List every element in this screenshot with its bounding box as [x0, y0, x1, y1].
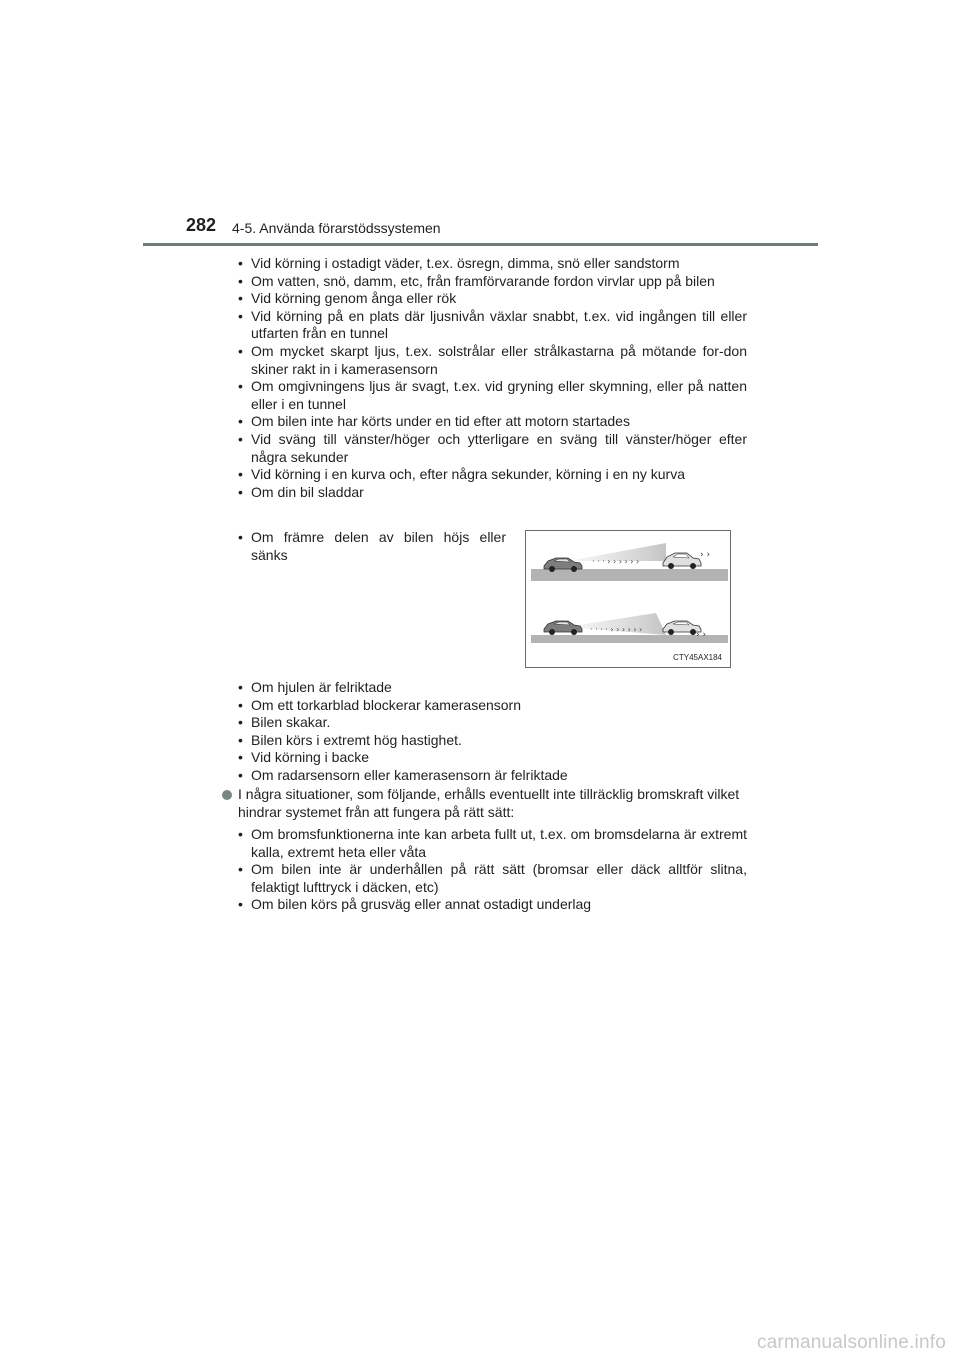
bullet-list-more-conditions [238, 679, 747, 785]
list-item: • Om ett torkarblad blockerar kamerasensorn [238, 696, 521, 713]
figure-code: CTY45AX184 [673, 653, 722, 662]
list-item: • Om hjulen är felriktade [238, 679, 392, 695]
bullet-list-beside-figure [238, 529, 506, 564]
list-item: • Om främre delen av bilen höjs eller sänks [238, 529, 506, 563]
arrow-trail: · · · · › › › › › › [590, 625, 643, 634]
svg-text:› ›: › › [700, 550, 711, 560]
list-item: • Om mycket skarpt ljus, t.ex. solstrålar eller strålkastarna på mötande for-don skiner rakt in i kamerasensorn [238, 342, 747, 377]
list-item: • Om bilen inte är underhållen på rätt sätt (bromsar eller däck alltför slitna, felaktigt lufttryck i däcken, etc) [238, 861, 747, 895]
section-title: 4-5. Använda förarstödssystemen [232, 220, 441, 236]
list-item: • Om bromsfunktionerna inte kan arbeta fullt ut, t.ex. om bromsdelarna är extremt kalla, extremt heta eller våta [238, 826, 747, 860]
list-item: • Vid sväng till vänster/höger och ytterligare en sväng till vänster/höger efter några sekunder [238, 430, 747, 465]
list-item: • Bilen skakar. [238, 714, 331, 731]
car-icon [663, 553, 701, 569]
illustration-cars-pitch [525, 530, 731, 668]
list-item: • Om bilen inte har körts under en tid efter att motorn startades [238, 413, 630, 430]
list-item: • Vid körning på en plats där ljusnivån växlar snabbt, t.ex. vid ingången till eller utfarten från en tunnel [238, 307, 747, 342]
list-item: • Om omgivningens ljus är svagt, t.ex. vid gryning eller skymning, eller på natten eller i en tunnel [238, 378, 747, 412]
list-item: • Bilen körs i extremt hög hastighet. [238, 731, 462, 748]
list-item: • Om radarsensorn eller kamerasensorn är felriktade [238, 766, 568, 783]
car-icon [544, 621, 582, 635]
list-item: • Vid körning i backe [238, 749, 370, 766]
bullet-list-conditions [238, 255, 747, 501]
list-item: • Vid körning genom ånga eller rök [238, 290, 457, 307]
page-number: 282 [186, 215, 217, 235]
road-top [531, 569, 728, 581]
bullet-list-braking [238, 826, 747, 914]
list-item: • Vid körning i ostadigt väder, t.ex. ösregn, dimma, snö eller sandstorm [238, 255, 680, 271]
list-item: • Om din bil sladdar [238, 483, 364, 500]
watermark: carmanualsonline.info [756, 1332, 946, 1353]
list-item: • Om vatten, snö, damm, etc, från framförvarande fordon virvlar upp på bilen [238, 272, 715, 289]
arrow-trail: · · · › › › › › › [592, 557, 640, 566]
circle-bullet-icon [222, 790, 232, 800]
list-item: • Om bilen körs på grusväg eller annat ostadigt underlag [238, 896, 592, 913]
cars-illustration-graphic [526, 531, 730, 667]
lead-paragraph [222, 786, 747, 821]
svg-text:› ›: › › [696, 630, 707, 640]
list-item: • Vid körning i en kurva och, efter några sekunder, körning i en ny kurva [238, 466, 685, 483]
lead-text: I några situationer, som följande, erhålls eventuellt inte tillräcklig bromskraft vilket hindrar systemet från att fungera på rätt sätt: [238, 786, 740, 820]
header-rule [143, 243, 818, 246]
